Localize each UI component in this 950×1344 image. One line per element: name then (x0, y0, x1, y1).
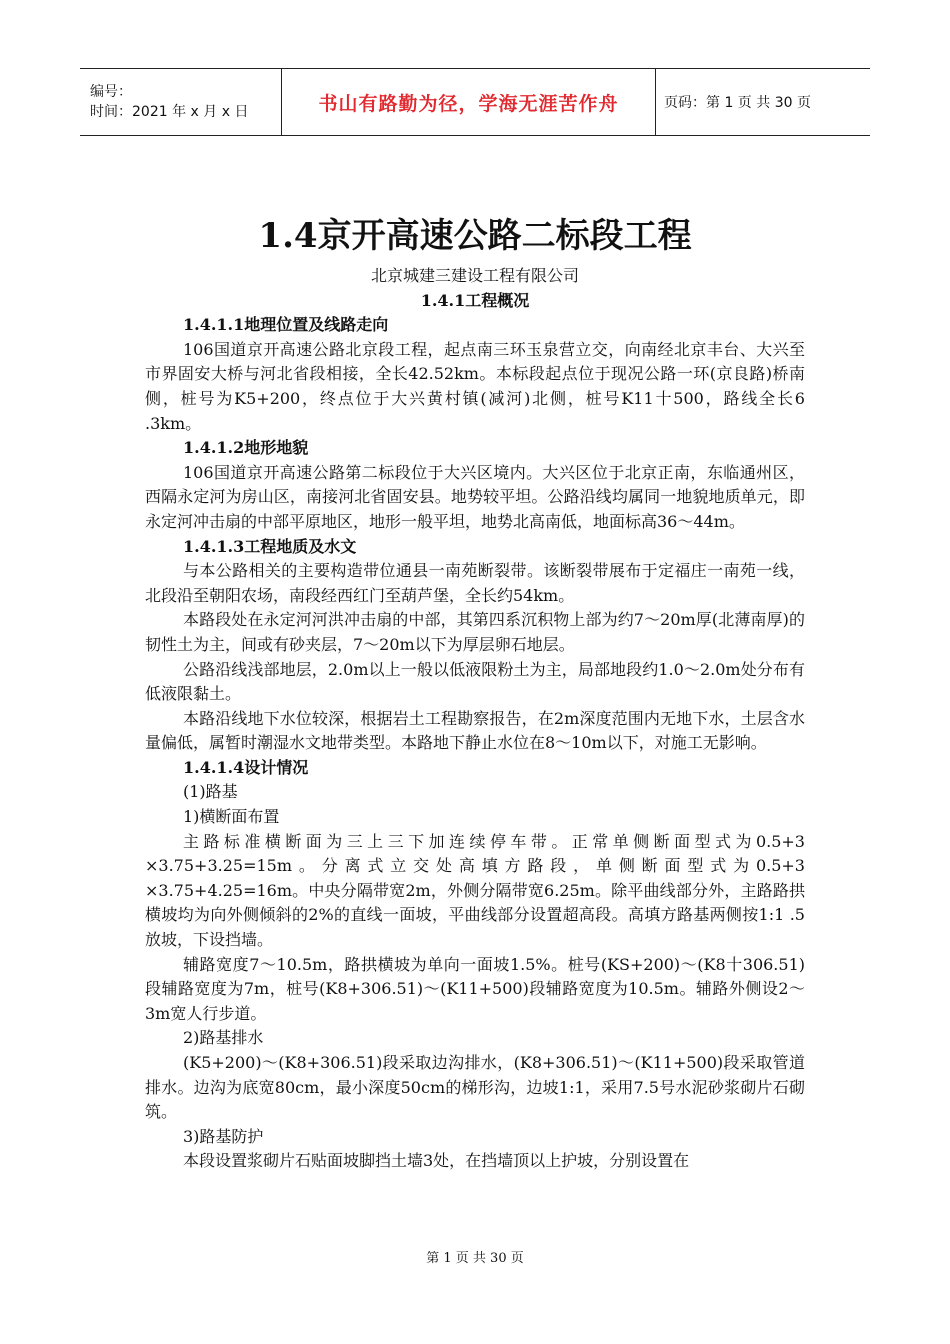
company-name: 北京城建三建设工程有限公司 (370, 266, 579, 285)
header-motto-cell (282, 69, 656, 135)
sub-heading-roadbed: (1)路基 (183, 782, 238, 802)
time-label: 时间：2021 年 x 月 x 日 (90, 104, 249, 120)
paragraph: 106国道京开高速公路北京段工程，起点南三环玉泉营立交，向南经北京丰台、大兴至市界固安大桥与河北省段相接，全长42.52km。本标段起点位于现况公路一环(京良路)桥南侧，桩号为K5+200，终点位于大兴黄村镇(减河)北侧，桩号K11十500，路线全长6 .3km。 (145, 339, 805, 433)
motto-text: 书山有路勤为径，学海无涯苦作舟 (318, 92, 619, 115)
page-info: 页码：第 1 页 共 30 页 (664, 95, 811, 111)
paragraph: 主路标准横断面为三上三下加连续停车带。正常单侧断面型式为0.5+3 ×3.75+3.25=15m。分离式立交处高填方路段，单侧断面型式为0.5+3 ×3.75+4.25=16m。中央分隔带宽2m，外侧分隔带宽6.25m。除平曲线部分外，主路路拱横坡均为向外侧倾斜的2%的直线一面坡，平曲线部分设置超高段。高填方路基两侧按1:1 .5放坡，下设挡墙。 (145, 831, 805, 950)
section-heading: 1.4.1工程概况 (420, 290, 530, 310)
subsection-heading-location: 1.4.1.1地理位置及线路走向 (183, 315, 389, 335)
paragraph: (K5+200)～(K8+306.51)段采取边沟排水，(K8+306.51)～(K11+500)段采取管道排水。边沟为底宽80cm，最小深度50cm的梯形沟，边坡1:1，采用7.5号水泥砂浆砌片石砌筑。 (145, 1053, 805, 1122)
paragraph: 本段设置浆砌片石贴面坡脚挡土墙3处，在挡墙顶以上护坡，分别设置在 (183, 1151, 690, 1171)
subsection-heading-terrain: 1.4.1.2地形地貌 (183, 438, 309, 458)
paragraph: 106国道京开高速公路第二标段位于大兴区境内。大兴区位于北京正南，东临通州区，西隔永定河为房山区，南接河北省固安县。地势较平坦。公路沿线均属同一地貌地质单元，即永定河冲击扇的中部平原地区，地形一般平坦，地势北高南低，地面标高36～44m。 (145, 462, 805, 531)
header-left-cell (80, 69, 282, 135)
header-table (80, 68, 870, 136)
document-body (145, 212, 805, 1174)
paragraph: 本路段处在永定河河洪冲击扇的中部，其第四系沉积物上部为约7～20m厚(北薄南厚)的韧性土为主，间或有砂夹层，7～20m以下为厚层卵石地层。 (145, 610, 805, 654)
subsection-heading-design: 1.4.1.4设计情况 (183, 757, 309, 777)
sub-heading-protection: 3)路基防护 (183, 1126, 264, 1146)
subsection-heading-geology: 1.4.1.3工程地质及水文 (183, 536, 357, 556)
paragraph: 公路沿线浅部地层，2.0m以上一般以低液限粉土为主，局部地段约1.0～2.0m处分布有低液限黏土。 (145, 659, 805, 704)
sub-heading-cross-section: 1)横断面布置 (183, 807, 280, 827)
document-title: 1.4京开高速公路二标段工程 (258, 216, 692, 256)
sub-heading-drainage: 2)路基排水 (183, 1028, 264, 1048)
paragraph: 本路沿线地下水位较深，根据岩土工程勘察报告，在2m深度范围内无地下水，土层含水量偏低，属暂时潮湿水文地带类型。本路地下静止水位在8～10m以下，对施工无影响。 (145, 708, 805, 753)
number-label: 编号： (90, 84, 132, 100)
page-footer: 第 1 页 共 30 页 (426, 1251, 524, 1266)
header-page-cell (656, 69, 870, 135)
paragraph: 辅路宽度7～10.5m，路拱横坡为单向一面坡1.5%。桩号(KS+200)～(K8十306.51)段辅路宽度为7m，桩号(K8+306.51)～(K11+500)段辅路宽度为10.5m。辅路外侧设2～3m宽人行步道。 (145, 954, 805, 1023)
paragraph: 与本公路相关的主要构造带位通县一南苑断裂带。该断裂带展布于定福庄一南苑一线，北段沿至朝阳农场，南段经西红门至葫芦堡，全长约54km。 (145, 561, 805, 605)
